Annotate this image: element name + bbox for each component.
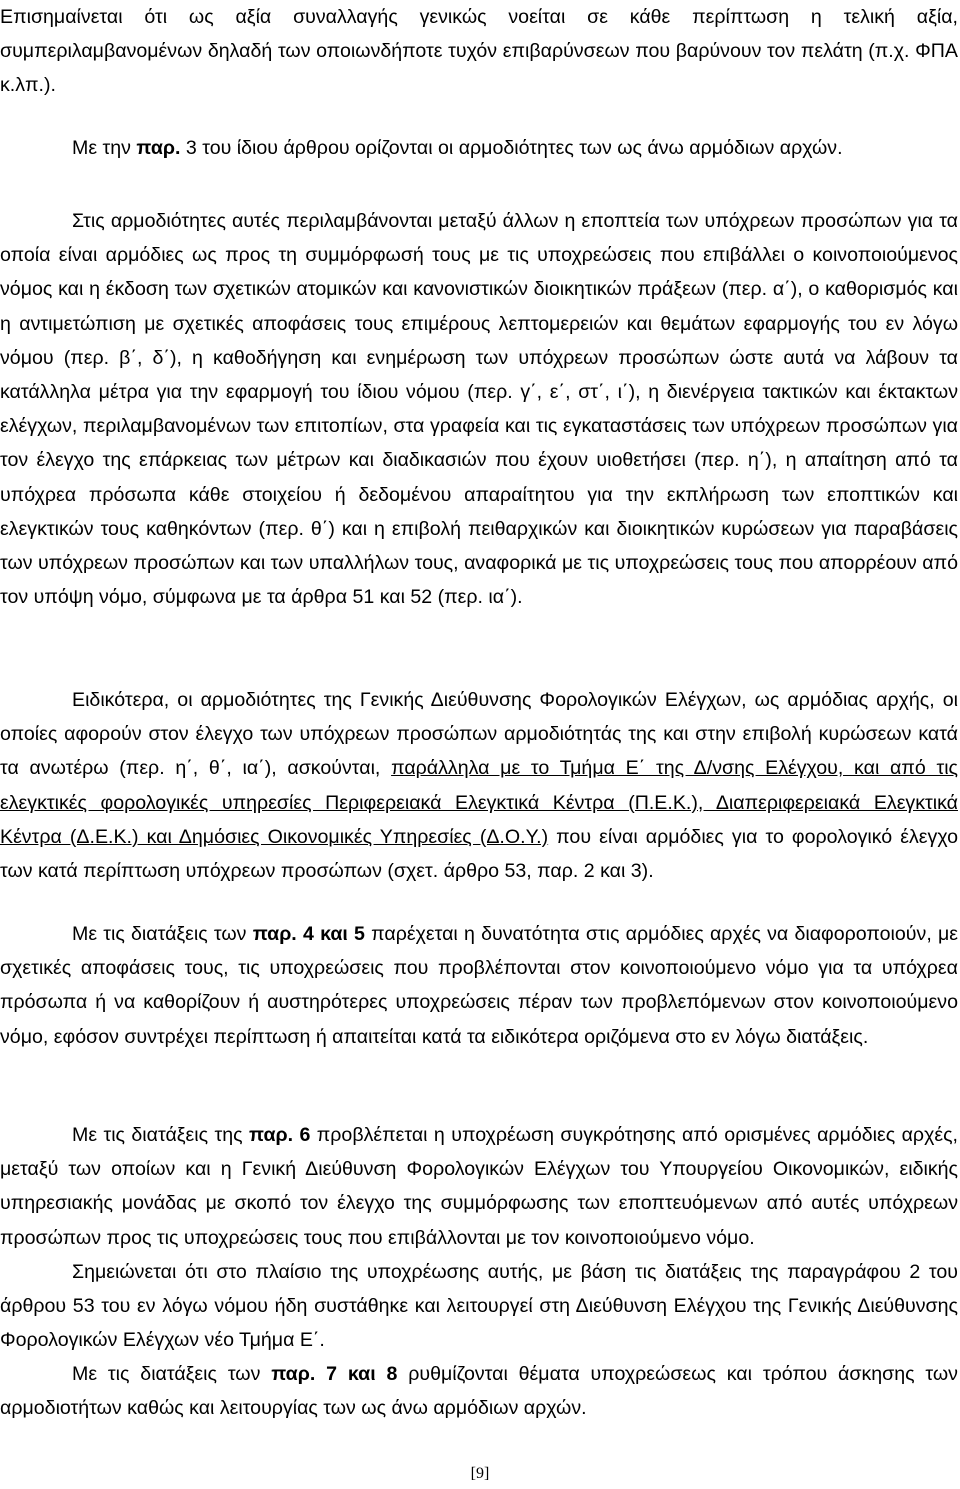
paragraph-note-section-e: [0, 1255, 958, 1358]
paragraph-text: Με τις διατάξεις της: [72, 1124, 249, 1146]
paragraph-transaction-value: [0, 0, 958, 103]
paragraph-par4-5: [0, 917, 958, 1054]
paragraph-par3: [0, 131, 958, 165]
paragraph-text: Στις αρμοδιότητες αυτές περιλαμβάνονται μεταξύ άλλων η εποπτεία των υπόχρεων προσώπων για τα οποία είναι αρμόδιες ως προς τη συμμόρφωσή τους με τις υποχρεώσεις που επιβάλλει ο κοινοποιούμενος νόμος και η έκδοση των σχετικών ατομικών και κανονιστικών διοικητικών πράξεων (περ. α΄), ο καθορισμός και η αντιμετώπιση με σχετικές αποφάσεις τους επιμέρους λεπτομερειών και θεμάτων εφαρμογής του εν λόγω νόμου (περ. β΄, δ΄), η καθοδήγηση και ενημέρωση των υπόχρεων προσώπων ώστε αυτά να λάβουν τα κατάλληλα μέτρα για την εφαρμογή του ίδιου νόμου (περ. γ΄, ε΄, στ΄, ι΄), η διενέργεια τακτικών και έκτακτων ελέγχων, περιλαμβανομένων των επιτοπίων, στα γραφεία και τις εγκαταστάσεις των υπόχρεων προσώπων για τον έλεγχο της επάρκειας των μέτρων και διαδικασιών που έχουν υιοθετήσει (περ. η΄), η απαίτηση από τα υπόχρεα πρόσωπα κάθε στοιχείου ή δεδομένου απαραίτητου για την εκπλήρωση των εποπτικών και ελεγκτικών τους καθηκόντων (περ. θ΄) και η επιβολή πειθαρχικών και διοικητικών κυρώσεων για παραβάσεις των υπόχρεων προσώπων και των υπαλλήλων τους, αναφορικά με τις υποχρεώσεις τους που απορρέουν από τον υπόψη νόμο, σύμφωνα με τα άρθρα 51 και 52 (περ. ια΄).: [0, 210, 958, 609]
paragraph-text: ρυθμίζονται θέματα υποχρεώσεως και τρόπου άσκησης των αρμοδιοτήτων καθώς και λειτουργίας των ως άνω αρμόδιων αρχών.: [0, 1363, 958, 1420]
bold-reference: παρ. 7 και 8: [271, 1363, 398, 1385]
bold-reference: παρ.: [136, 137, 181, 159]
bold-reference: παρ. 6: [248, 1124, 311, 1146]
page-number: [9]: [470, 1465, 490, 1482]
paragraph-text: Σημειώνεται ότι στο πλαίσιο της υποχρέωσης αυτής, με βάση τις διατάξεις της παραγράφου 2 του άρθρου 53 του εν λόγω νόμου ήδη συστάθηκε και λειτουργεί στη Διεύθυνση Ελέγχου της Γενικής Διεύθυνσης Φορολογικών Ελέγχων νέο Τμήμα Ε΄.: [0, 1261, 958, 1352]
paragraph-text: προβλέπεται η υποχρέωση συγκρότησης από ορισμένες αρμόδιες αρχές, μεταξύ των οποίων και η Γενική Διεύθυνση Φορολογικών Ελέγχων του Υπουργείου Οικονομικών, ειδικής υπηρεσιακής μονάδας με σκοπό τον έλεγχο της συμμόρφωσης των εποπτευόμενων από αυτές υπόχρεων προσώπων προς τις υποχρεώσεις τους που επιβάλλονται με τον κοινοποιούμενο νόμο.: [0, 1124, 958, 1249]
paragraph-text: Με την: [72, 137, 137, 159]
paragraph-par7-8: [0, 1357, 958, 1425]
paragraph-text: Ειδικότερα, οι αρμοδιότητες της Γενικής Διεύθυνσης Φορολογικών Ελέγχων, ως αρμόδιας αρχής, οι οποίες αφορούν στον έλεγχο των υπόχρεων προσώπων αρμοδιότητάς της και στην επιβολή κυρώσεων κατά τα ανωτέρω (περ. η΄, θ΄, ια΄), ασκούνται,: [0, 689, 958, 780]
paragraph-text: Με τις διατάξεις των: [72, 1363, 272, 1385]
paragraph-responsibilities: [0, 204, 958, 614]
paragraph-text: παρέχεται η δυνατότητα στις αρμόδιες αρχές να διαφοροποιούν, με σχετικές αποφάσεις τους, τις υποχρεώσεις που προβλέπονται στον κοινοποιούμενο νόμο για τα υπόχρεα πρόσωπα ή να καθορίζουν ή αυστηρότερες υποχρεώσεις πέραν των προβλεπόμενων στον κοινοποιούμενο νόμο, εφόσον συντρέχει περίπτωση ή απαιτείται κατά τα ειδικότερα οριζόμενα στο εν λόγω διατάξεις.: [0, 923, 958, 1048]
paragraph-text: που είναι αρμόδιες για το φορολογικό έλεγχο των κατά περίπτωση υπόχρεων προσώπων (σχετ. άρθρο 53, παρ. 2 και 3).: [0, 825, 958, 883]
paragraph-par6: [0, 1118, 958, 1255]
underlined-text: παράλληλα με το Τμήμα Ε΄ της Δ/νσης Ελέγχου, και από τις ελεγκτικές φορολογικές υπηρεσίες Περιφερειακά Ελεγκτικά Κέντρα (Π.Ε.Κ.), Διαπεριφερειακά Ελεγκτικά Κέντρα (Δ.Ε.Κ.) και Δημόσιες Οικονομικές Υπηρεσίες (Δ.Ο.Υ.): [0, 757, 958, 848]
bold-reference: παρ. 4 και 5: [252, 923, 365, 945]
paragraph-tax-audit-directorate: [0, 683, 958, 888]
paragraph-text: Επισημαίνεται ότι ως αξία συναλλαγής γενικώς νοείται σε κάθε περίπτωση η τελική αξία, συμπεριλαμβανομένων δηλαδή των οποιωνδήποτε τυχόν επιβαρύνσεων που βαρύνουν τον πελάτη (π.χ. ΦΠΑ κ.λπ.).: [0, 6, 958, 97]
paragraph-text: 3 του ίδιου άρθρου ορίζονται οι αρμοδιότητες των ως άνω αρμόδιων αρχών.: [180, 137, 843, 159]
paragraph-text: Με τις διατάξεις των: [72, 923, 253, 945]
